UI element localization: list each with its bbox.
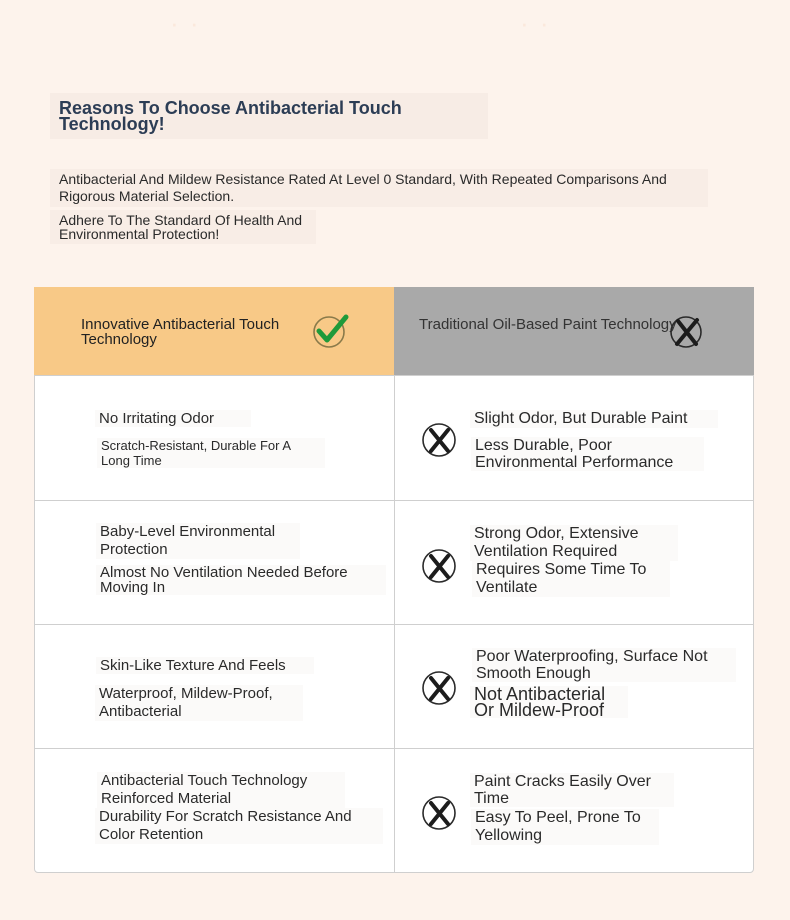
row-4-traditional-primary: Paint Cracks Easily Over Time [470,773,674,807]
row-3-traditional-primary: Poor Waterproofing, Surface Not Smooth Enough [472,648,736,682]
row-4-innovative-primary: Antibacterial Touch Technology Reinforced Material [97,772,345,808]
row-1-traditional-primary: Slight Odor, But Durable Paint [470,410,718,428]
cross-icon [421,795,457,831]
row-2-traditional-cell [395,500,753,624]
comparison-body [34,375,754,873]
row-3-innovative-primary: Skin-Like Texture And Feels [96,657,314,674]
row-3-innovative-secondary: Waterproof, Mildew-Proof, Antibacterial [95,685,303,721]
row-1-innovative-secondary: Scratch-Resistant, Durable For A Long Time [97,438,325,468]
header-traditional-label: Traditional Oil-Based Paint Technology [419,316,677,333]
cross-icon [421,422,457,458]
row-1-innovative-cell [35,376,394,500]
row-4-innovative-secondary: Durability For Scratch Resistance And Color Retention [95,808,383,844]
row-2-traditional-primary: Strong Odor, Extensive Ventilation Required [470,525,678,561]
row-2-innovative-secondary: Almost No Ventilation Needed Before Moving In [96,565,386,595]
comparison-table [34,287,754,873]
row-3-traditional-secondary: Not Antibacterial Or Mildew-Proof [470,686,628,718]
faded-decoration: · · [170,8,201,38]
row-2-innovative-cell [35,500,394,624]
header-innovative [34,287,394,375]
header-innovative-label: Innovative Antibacterial Touch Technology [81,316,280,348]
page-title: Reasons To Choose Antibacterial Touch Technology! [50,93,488,139]
row-4-traditional-secondary: Easy To Peel, Prone To Yellowing [471,809,659,845]
row-2-traditional-secondary: Requires Some Time To Ventilate [472,561,670,597]
row-3-innovative-cell [35,624,394,748]
faded-decoration: · · [520,8,551,38]
row-1-traditional-secondary: Less Durable, Poor Environmental Performance [471,437,704,471]
row-1-innovative-primary: No Irritating Odor [95,410,251,427]
description-health: Adhere To The Standard Of Health And Environmental Protection! [50,210,316,244]
row-1-traditional-cell [395,376,753,500]
cross-icon [421,548,457,584]
header-traditional [394,287,754,375]
cross-icon [421,670,457,706]
check-icon [310,311,352,351]
row-4-innovative-cell [35,748,394,872]
row-2-innovative-primary: Baby-Level Environmental Protection [96,523,300,559]
cross-icon [666,311,708,351]
description-standard: Antibacterial And Mildew Resistance Rated At Level 0 Standard, With Repeated Comparisons And Rigorous Material Selection. [50,169,708,207]
row-4-traditional-cell [395,748,753,872]
row-3-traditional-cell [395,624,753,748]
